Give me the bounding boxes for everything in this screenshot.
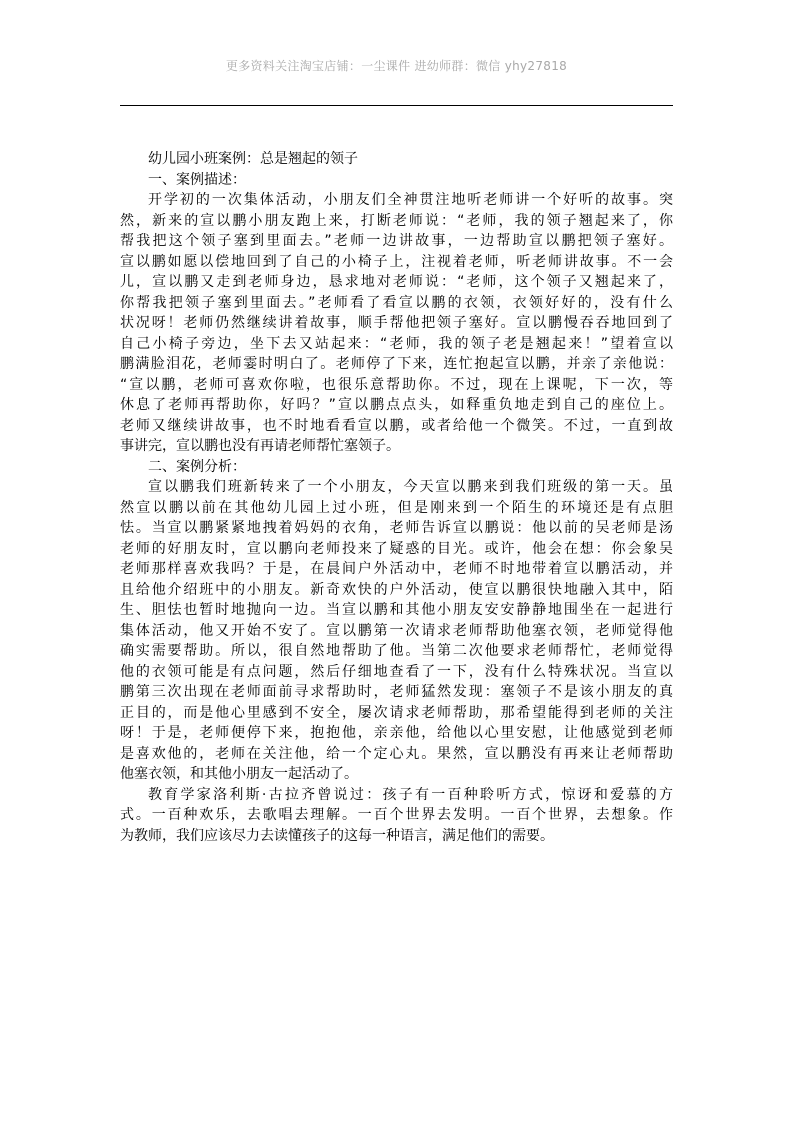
paragraph-line: 开学初的一次集体活动，小朋友们全神贯注地听老师讲一个好听的故事。突 xyxy=(148,192,673,208)
paragraph-description xyxy=(120,190,673,457)
paragraph-line: 老师的好朋友时，宣以鹏向老师投来了疑惑的目光。或许，他会在想：你会象吴 xyxy=(120,540,673,557)
paragraph-line: 帮我把这个领子塞到里面去。”老师一边讲故事，一边帮助宣以鹏把领子塞好。 xyxy=(120,233,673,249)
paragraph-quote xyxy=(120,785,673,847)
paragraph-line: 儿，宣以鹏又走到老师身边，恳求地对老师说：“老师，这个领子又翘起来了， xyxy=(120,274,673,290)
paragraph-line: 式。一百种欢乐，去歌唱去理解。一百个世界去发明。一百个世界，去想象。作 xyxy=(120,807,673,823)
paragraph-line: 鹏满脸泪花，老师霎时明白了。老师停了下来，连忙抱起宣以鹏，并亲了亲他说： xyxy=(120,356,673,372)
paragraph-line: 教育学家洛利斯·古拉齐曾说过：孩子有一百种聆听方式，惊讶和爱慕的方 xyxy=(148,786,673,803)
document-title: 幼儿园小班案例：总是翘起的领子 xyxy=(148,151,358,167)
paragraph-line: 鹏第三次出现在老师面前寻求帮助时，老师猛然发现：塞领子不是该小朋友的真 xyxy=(120,684,673,700)
paragraph-analysis xyxy=(120,477,673,785)
section-heading-analysis: 二、案例分析： xyxy=(148,458,246,475)
paragraph-line: 集体活动，他又开始不安了。宣以鹏第一次请求老师帮助他塞衣领，老师觉得他 xyxy=(120,622,673,639)
paragraph-line: 怯。当宣以鹏紧紧地拽着妈妈的衣角，老师告诉宣以鹏说：他以前的吴老师是汤 xyxy=(120,520,673,536)
paragraph-line: 宣以鹏如愿以偿地回到了自己的小椅子上，注视着老师，听老师讲故事。不一会 xyxy=(120,253,673,270)
paragraph-line: 他的衣领可能是有点问题，然后仔细地查看了一下，没有什么特殊状况。当宣以 xyxy=(120,663,673,680)
paragraph-line: 宣以鹏我们班新转来了一个小朋友，今天宣以鹏来到我们班级的第一天。虽 xyxy=(148,479,673,495)
paragraph-line: 状况呀！老师仍然继续讲着故事，顺手帮他把领子塞好。宣以鹏慢吞吞地回到了 xyxy=(120,315,673,331)
paragraph-line: 生、胆怯也暂时地抛向一边。当宣以鹏和其他小朋友安安静静地围坐在一起进行 xyxy=(120,602,673,618)
section-heading-description: 一、案例描述： xyxy=(148,171,246,188)
header-divider xyxy=(120,105,673,106)
paragraph-line: 事讲完，宣以鹏也没有再请老师帮忙塞领子。 xyxy=(120,438,400,454)
paragraph-line: 你帮我把领子塞到里面去。”老师看了看宣以鹏的衣领，衣领好好的，没有什么 xyxy=(120,294,673,311)
paragraph-line: 休息了老师再帮助你，好吗？”宣以鹏点点头，如释重负地走到自己的座位上。 xyxy=(120,397,673,413)
paragraph-line: 呀！于是，老师便停下来，抱抱他，亲亲他，给他以心里安慰，让他感觉到老师 xyxy=(120,725,673,741)
paragraph-line: 他塞衣领，和其他小朋友一起活动了。 xyxy=(120,766,358,782)
paragraph-line: 自己小椅子旁边，坐下去又站起来：“老师，我的领子老是翘起来！”望着宣以 xyxy=(120,335,673,352)
paragraph-line: 正目的，而是他心里感到不安全，屡次请求老师帮助，那希望能得到老师的关注 xyxy=(120,704,673,721)
page-header-text: 更多资料关注淘宝店铺：一尘课件 进幼师群：微信 yhy27818 xyxy=(225,59,568,73)
paragraph-line: 然宣以鹏以前在其他幼儿园上过小班，但是刚来到一个陌生的环境还是有点胆 xyxy=(120,499,673,516)
paragraph-line: 为教师，我们应该尽力去读懂孩子的这每一种语言，满足他们的需要。 xyxy=(120,827,554,844)
paragraph-line: 老师那样喜欢我吗？于是，在晨间户外活动中，老师不时地带着宣以鹏活动，并 xyxy=(120,561,673,577)
paragraph-line: 是喜欢他的，老师在关注他，给一个定心丸。果然，宣以鹏没有再来让老师帮助 xyxy=(120,745,673,762)
paragraph-line: 且给他介绍班中的小朋友。新奇欢快的户外活动，使宣以鹏很快地融入其中，陌 xyxy=(120,581,673,598)
paragraph-line: 然，新来的宣以鹏小朋友跑上来，打断老师说：“老师，我的领子翘起来了，你 xyxy=(120,212,673,229)
document-body xyxy=(120,149,673,846)
paragraph-line: 确实需要帮助。所以，很自然地帮助了他。当第二次他要求老师帮忙，老师觉得 xyxy=(120,643,673,659)
paragraph-line: 老师又继续讲故事，也不时地看看宣以鹏，或者给他一个微笑。不过，一直到故 xyxy=(120,417,673,434)
paragraph-line: “宣以鹏，老师可喜欢你啦，也很乐意帮助你。不过，现在上课呢，下一次，等 xyxy=(120,376,673,393)
